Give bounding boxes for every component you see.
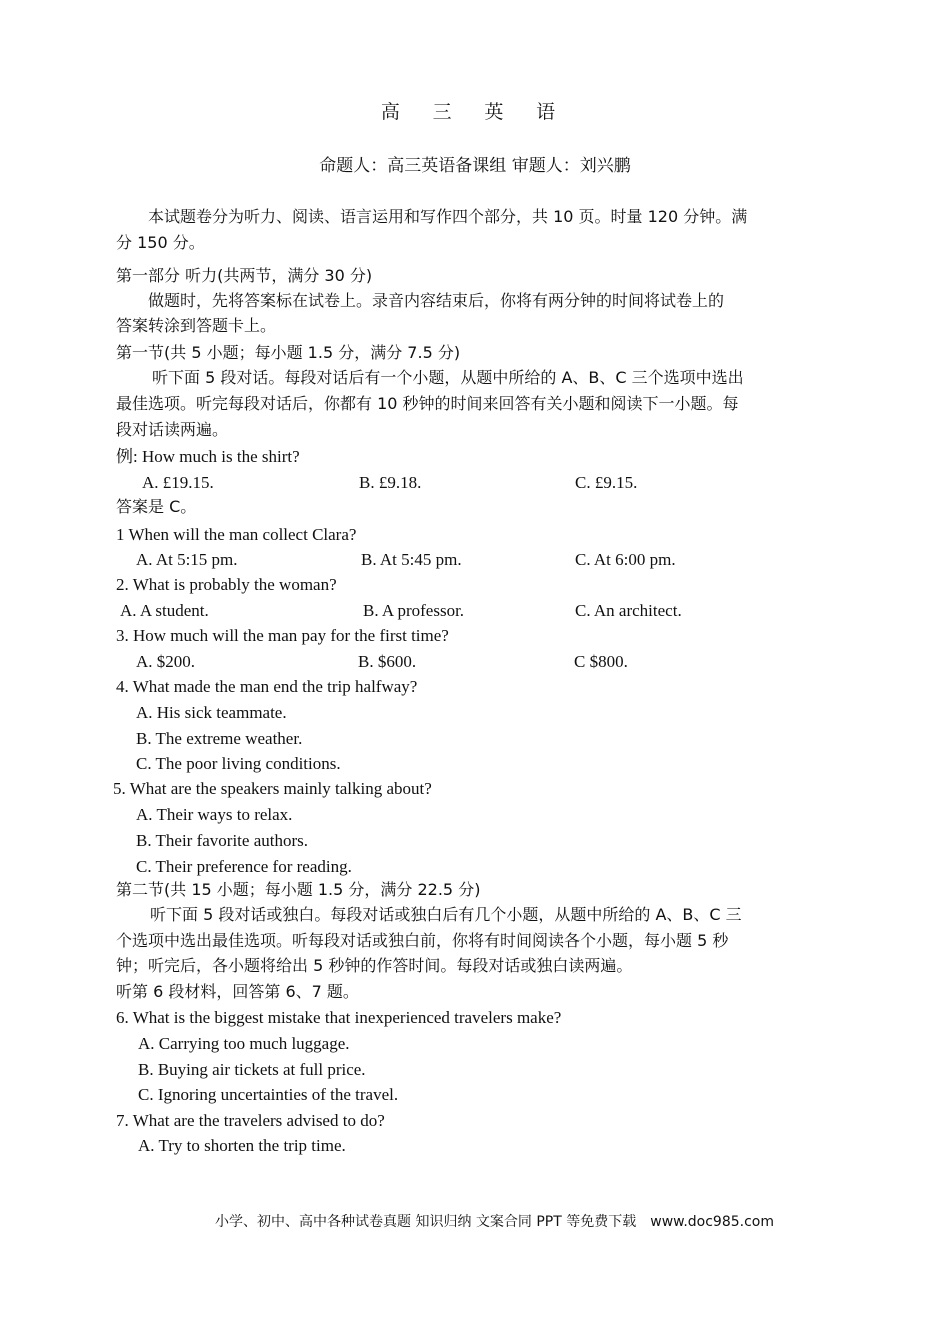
section1-heading: 第一节(共 5 小题；每小题 1.5 分，满分 7.5 分) <box>116 343 461 362</box>
question-2-option-a: A. A student. <box>120 601 209 620</box>
question-6-option-a: A. Carrying too much luggage. <box>138 1034 350 1053</box>
question-6: 6. What is the biggest mistake that inexperienced travelers make? <box>116 1008 562 1027</box>
question-4-option-b: B. The extreme weather. <box>136 729 303 748</box>
question-1-option-a: A. At 5:15 pm. <box>136 550 238 569</box>
question-6-option-b: B. Buying air tickets at full price. <box>138 1060 366 1079</box>
section2-instruction-3: 钟；听完后，各小题将给出 5 秒钟的作答时间。每段对话或独白读两遍。 <box>116 956 633 975</box>
question-4-option-a: A. His sick teammate. <box>136 703 287 722</box>
question-1-option-b: B. At 5:45 pm. <box>361 550 462 569</box>
section2-instruction-1: 听下面 5 段对话或独白。每段对话或独白后有几个小题，从题中所给的 A、B、C 三 <box>150 905 742 924</box>
page-title: 高 三 英 语 <box>380 102 570 123</box>
question-4-option-c: C. The poor living conditions. <box>136 754 341 773</box>
question-2-option-c: C. An architect. <box>575 601 682 620</box>
section2-instruction-2: 个选项中选出最佳选项。听每段对话或独白前，你将有时间阅读各个小题，每小题 5 秒 <box>116 931 729 950</box>
intro-line-2: 分 150 分。 <box>116 233 205 252</box>
footer <box>215 1211 774 1231</box>
footer-url[interactable]: www.doc985.com <box>650 1214 774 1230</box>
question-4: 4. What made the man end the trip halfway? <box>116 677 418 696</box>
section1-instruction-1: 听下面 5 段对话。每段对话后有一个小题，从题中所给的 A、B、C 三个选项中选出 <box>152 368 744 387</box>
material-note: 听第 6 段材料，回答第 6、7 题。 <box>116 982 359 1001</box>
section2-heading: 第二节(共 15 小题；每小题 1.5 分，满分 22.5 分) <box>116 880 481 899</box>
question-6-option-c: C. Ignoring uncertainties of the travel. <box>138 1085 399 1104</box>
question-1: 1 When will the man collect Clara? <box>116 525 357 544</box>
question-3-option-a: A. $200. <box>136 652 196 671</box>
section1-instruction-3: 段对话读两遍。 <box>116 420 229 439</box>
example-option-c: C. £9.15. <box>575 473 638 492</box>
example-answer: 答案是 C。 <box>116 497 197 516</box>
example-option-b: B. £9.18. <box>359 473 422 492</box>
part1-instruction-2: 答案转涂到答题卡上。 <box>116 316 277 335</box>
question-3: 3. How much will the man pay for the first time? <box>116 626 449 645</box>
example-question: 例: How much is the shirt? <box>116 447 300 466</box>
question-5-option-c: C. Their preference for reading. <box>136 857 352 876</box>
question-3-option-b: B. $600. <box>358 652 417 671</box>
question-3-option-c: C $800. <box>574 652 628 671</box>
question-2-option-b: B. A professor. <box>363 601 465 620</box>
part1-heading: 第一部分 听力(共两节，满分 30 分) <box>116 266 373 285</box>
question-1-option-c: C. At 6:00 pm. <box>575 550 676 569</box>
intro-line-1: 本试题卷分为听力、阅读、语言运用和写作四个部分，共 10 页。时量 120 分钟。满 <box>148 207 748 226</box>
question-7-option-a: A. Try to shorten the trip time. <box>138 1136 346 1155</box>
section1-instruction-2: 最佳选项。听完每段对话后，你都有 10 秒钟的时间来回答有关小题和阅读下一小题。每 <box>116 394 739 413</box>
example-option-a: A. £19.15. <box>142 473 214 492</box>
question-5: 5. What are the speakers mainly talking about? <box>113 779 432 798</box>
question-5-option-a: A. Their ways to relax. <box>136 805 293 824</box>
footer-text: 小学、初中、高中各种试卷真题 知识归纳 文案合同 PPT 等免费下载 <box>215 1214 637 1230</box>
part1-instruction-1: 做题时，先将答案标在试卷上。录音内容结束后，你将有两分钟的时间将试卷上的 <box>148 291 725 310</box>
question-2: 2. What is probably the woman? <box>116 575 337 594</box>
question-5-option-b: B. Their favorite authors. <box>136 831 309 850</box>
question-7: 7. What are the travelers advised to do? <box>116 1111 385 1130</box>
authors-line: 命题人：高三英语备课组 审题人：刘兴鹏 <box>319 156 631 176</box>
